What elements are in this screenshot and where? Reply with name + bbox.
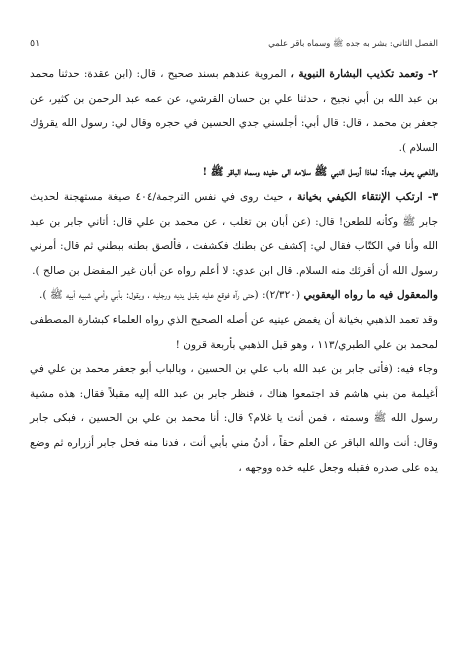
running-header [30, 38, 438, 52]
paragraph-text: وجاء فيه: (فأتى جابر بن عبد الله باب علي بن الحسين ، وبالباب أبو جعفر محمد بن علي في أغيلمة من بني هاشم قد اجتمعوا هناك ، فنظر جابر بن عبد الله إليه مقبلاً فقال: هذه مشية رسول الله ﷺ وسمته ، فمن أنت يا غلام؟ قال: أنا محمد بن علي بن الحسين ، فبكى جابر وقال: أنت والله الباقر عن العلم حقاً ، أدنُ مني بأبي أنت ، فدنا منه فحل جابر أزراره ثم وضع يده على صدره فقبله وجعل عليه خده ووجهه ، [30, 363, 438, 474]
paragraph-emphasis: ٢- وتعمد تكذيب البشارة النبوية ، [290, 68, 438, 80]
paragraph [30, 160, 438, 185]
paragraph [30, 185, 438, 283]
chapter-title: الفصل الثاني: بشر به جده ﷺ وسماه باقر علمي [268, 39, 438, 49]
paragraph [30, 283, 438, 308]
paragraph-emphasis: والمعقول فيه ما رواه اليعقوبي [303, 289, 438, 302]
paragraph-text: (٢/٣٢٠): (حتى رآه فوقع عليه يقبل يديه ورجليه ، ويقول: بأبي وأمي شبيه أبيه ﷺ ). [39, 289, 304, 302]
body-text [30, 62, 438, 480]
page-number: ٥١ [30, 38, 41, 49]
paragraph-emphasis: ٣- ارتكب الإنتقاء الكيفي بخيانة ، [288, 190, 439, 203]
paragraph [30, 357, 438, 480]
paragraph [30, 308, 438, 357]
paragraph-emphasis: والذهبي يعرف جيداً: لماذا أرسل النبي ﷺ سلامه الى حفيده وسماه الباقر ﷺ ! [202, 166, 438, 179]
paragraph-text: وقد تعمد الذهبي بخيانة أن يغمض عينيه عن أصله الصحيح الذي رواه العلماء كبشارة المصطفى لمحمد بن علي الطبري/١١٣ ، وهو قبل الذهبي بأربعة قرون ! [30, 313, 438, 351]
paragraph [30, 62, 438, 160]
paragraph-text: حيث روى في نفس الترجمة/٤٠٤ صيغة مستهجنة لحديث جابر ﷺ وكأنه للطعن! قال: (عن أبان بن تغلب ، عن محمد بن علي قال: أتاني جابر بن عبد الله وأنا في الكتّاب فقال لي: إكشف عن بطنك فكشفت ، فألصق بطنه ببطني ثم قال: أمرني رسول الله أن أقرئك منه السلام. قال ابن عدي: لا أعلم رواه عن أبان غير المفضل بن صالح ). [30, 190, 438, 277]
paragraph-text: المروية عندهم بسند صحيح ، قال: (ابن عقدة: حدثنا محمد بن عبد الله بن أبي نجيح ، حدثنا علي بن حسان القرشي، عن عمه عبد الرحمن بن كثير، عن جعفر بن محمد ، قال: قال أبي: أجلسني جدي الحسين في حجره وقال لي: رسول الله يقرؤك السلام ). [30, 68, 438, 154]
